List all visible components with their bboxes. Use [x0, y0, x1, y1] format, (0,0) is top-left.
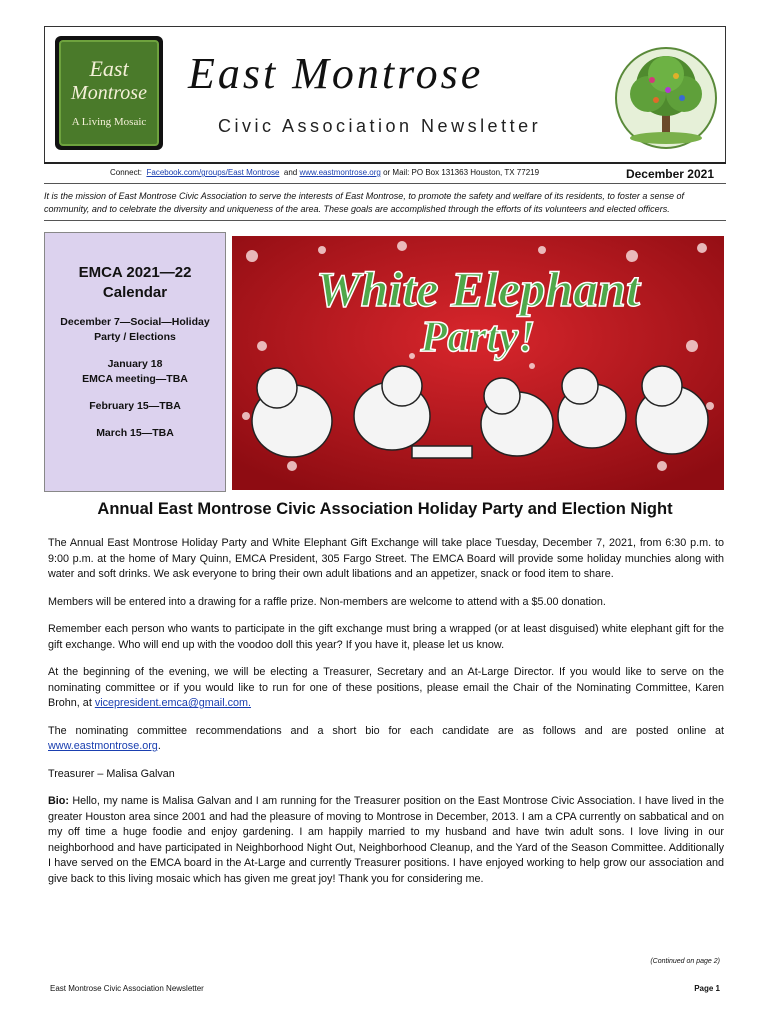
paragraph: Members will be entered into a drawing for a raffle prize. Non-members are welcome to attend with a $5.00 donation. — [48, 595, 606, 608]
article-body — [48, 536, 724, 899]
issue-date: December 2021 — [625, 167, 714, 181]
candidate-bio — [48, 794, 724, 887]
website-link[interactable]: www.eastmontrose.org — [48, 740, 158, 752]
vicepresident-email-link[interactable]: vicepresident.emca@gmail.com. — [94, 697, 252, 709]
party-title-line-1: White Elephant — [316, 261, 640, 317]
connect-and: and — [283, 168, 298, 177]
tree-icon — [612, 46, 720, 150]
newsletter-subtitle: Civic Association Newsletter — [218, 116, 542, 136]
continued-note: (Continued on page 2) — [650, 958, 720, 965]
paragraph-text: The nominating committee recommendations and a short bio for each candidate are as follows and are posted online at — [48, 724, 724, 737]
page-number: Page 1 — [694, 984, 720, 993]
calendar-item-line: March 15—TBA — [96, 427, 174, 439]
party-illustration — [232, 236, 724, 490]
logo-line-1: East — [89, 56, 129, 81]
paragraph: Remember each person who wants to participate in the gift exchange must bring a wrapped (or at least disguised) white elephant gift for the gift exchange. Who will end up with the voodoo doll this year? If you have it, please let us know. — [48, 623, 724, 651]
paragraph — [48, 665, 724, 712]
website-link[interactable]: www.eastmontrose.org — [299, 168, 381, 177]
calendar-title-line-1: EMCA 2021—22 — [78, 264, 192, 281]
bio-text: Hello, my name is Malisa Galvan and I am running for the Treasurer position on the East Montrose Civic Association. I have lived in the greater Houston area since 2001 and had the pleasure of moving to Montrose in December, 2013. I am a CPA currently on sabbatical and on my off time a huge foodie and enjoy gardening. I am happily married to my husband and have twin adult sons. I love living in our neighborhood and have participated in Neighborhood Night Out, Neighborhood Cleanup, and the Yard of the Season Committee. Additionally I have served on the EMCA board in the At-Large and currently Treasurer positions. I have enjoyed working to help grow our association and give back to this living mosaic which has given me great joy! Thank you for considering me. — [48, 795, 724, 885]
connect-label: Connect: — [110, 168, 143, 177]
party-title-line-2: Party! — [420, 312, 536, 361]
calendar-title-line-2: Calendar — [102, 284, 168, 301]
paragraph — [48, 724, 724, 755]
connect-bar — [44, 162, 726, 184]
newsletter-title: East Montrose — [188, 49, 484, 98]
calendar-item-line: February 15—TBA — [89, 400, 181, 412]
calendar-box — [44, 232, 226, 492]
logo-line-2: Montrose — [71, 82, 147, 104]
logo-tagline: A Living Mosaic — [71, 116, 147, 128]
calendar-item — [45, 426, 225, 441]
calendar-item — [45, 399, 225, 414]
bio-label: Bio: — [48, 795, 69, 807]
paragraph-text: . — [157, 740, 161, 752]
calendar-item — [45, 315, 225, 345]
calendar-item-line: EMCA meeting—TBA — [82, 373, 188, 385]
calendar-item-line: January 18 — [107, 358, 163, 370]
calendar-item-line: December 7—Social—Holiday — [60, 316, 210, 328]
mail-address: or Mail: PO Box 131363 Houston, TX 77219 — [383, 168, 540, 177]
white-elephant-party-image — [232, 236, 724, 490]
paragraph-text: At the beginning of the evening, we will be electing a Treasurer, Secretary and an At-Large Director. If you would like to serve on the nominating committee or if you would like to run for one of these positions, please email the Chair of the Nominating Committee, Karen Brohn, at — [48, 666, 724, 709]
footer-title: East Montrose Civic Association Newsletter — [50, 984, 204, 993]
calendar-item-line: Party / Elections — [94, 331, 176, 343]
calendar-title — [45, 263, 225, 303]
east-montrose-logo — [55, 36, 163, 150]
candidate-heading: Treasurer – Malisa Galvan — [48, 767, 175, 780]
mission-statement: It is the mission of East Montrose Civic Association to serve the interests of East Montrose, to promote the safety and welfare of its residents, to foster a sense of community, and to celebrate the diversity and uniqueness of the area. These goals are accomplished through the efforts of its volunteers and elected officers. — [44, 190, 726, 221]
article-headline: Annual East Montrose Civic Association Holiday Party and Election Night — [97, 500, 673, 518]
calendar-item — [45, 357, 225, 387]
facebook-link[interactable]: Facebook.com/groups/East Montrose — [146, 168, 280, 177]
paragraph: The Annual East Montrose Holiday Party and White Elephant Gift Exchange will take place Tuesday, December 7, 2021, from 6:30 p.m. to 9:00 p.m. at the home of Mary Quinn, EMCA President, 305 Fargo Street. The EMCA Board will provide some holiday munchies along with water and soft drinks. We ask everyone to bring their own adult libations and an appetizer, snack or food item to share. — [48, 537, 724, 580]
connect-line — [110, 168, 539, 177]
